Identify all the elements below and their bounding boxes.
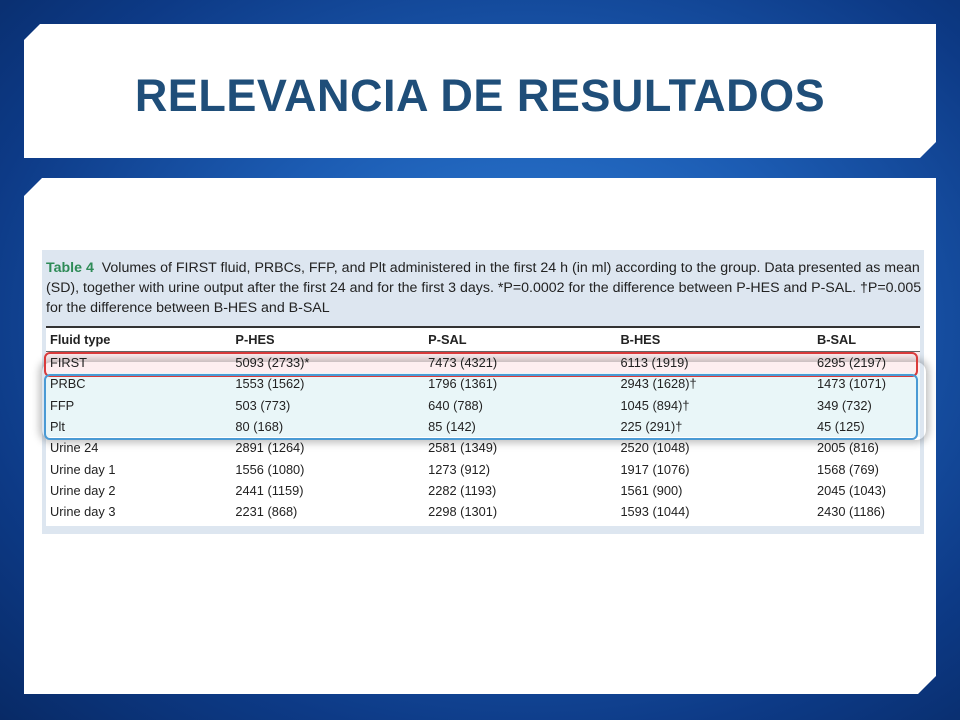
cell-p-hes: 2231 (868) <box>235 504 298 520</box>
cell-b-hes: 1593 (1044) <box>620 504 690 520</box>
cell-p-sal: 640 (788) <box>428 397 483 413</box>
cell-b-sal: 6295 (2197) <box>817 355 887 371</box>
table-row <box>46 395 920 416</box>
table-row <box>46 416 920 437</box>
cell-p-sal: 2298 (1301) <box>428 504 498 520</box>
table-caption <box>46 258 922 318</box>
cell-p-hes: 1556 (1080) <box>235 461 305 477</box>
table-row <box>46 480 920 501</box>
cell-p-hes: 2441 (1159) <box>235 482 304 498</box>
cell-p-hes: 1553 (1562) <box>235 376 305 392</box>
cell-b-hes: 2520 (1048) <box>620 440 690 456</box>
cell-b-sal: 349 (732) <box>817 397 872 413</box>
cell-b-sal: 2045 (1043) <box>817 482 887 498</box>
cell-p-hes: 503 (773) <box>235 397 291 413</box>
cell-p-hes: 2891 (1264) <box>235 440 305 456</box>
header-fluid-type: Fluid type <box>46 327 223 352</box>
cell-p-hes: 80 (168) <box>235 419 284 435</box>
cell-b-sal: 45 (125) <box>817 419 865 435</box>
header-b-hes: B-HES <box>616 327 813 352</box>
cell-b-sal: 1473 (1071) <box>817 376 887 392</box>
caption-text: Volumes of FIRST fluid, PRBCs, FFP, and Plt administered in the first 24 h (in ml) according to the group. Data presented as mean (SD), together with urine output after the first 24 and for the first 3 days. *P=0.0002 for the difference between P-HES and P-SAL. †P=0.005 for the difference between B-HES and B-SAL <box>46 260 922 316</box>
cell-fluid-type: Urine day 3 <box>50 504 116 520</box>
cell-fluid-type: Urine 24 <box>50 440 99 456</box>
cell-b-hes: 1917 (1076) <box>620 461 690 477</box>
cell-b-hes: 6113 (1919) <box>620 355 689 371</box>
table-row <box>46 501 920 522</box>
cell-b-sal: 1568 (769) <box>817 461 879 477</box>
cell-p-sal: 1796 (1361) <box>428 376 498 392</box>
caption-label: Table 4 <box>46 260 94 276</box>
cell-fluid-type: Plt <box>50 419 65 435</box>
table-row <box>46 437 920 458</box>
cell-p-sal: 7473 (4321) <box>428 355 498 371</box>
table-box <box>46 326 920 526</box>
cell-fluid-type: FIRST <box>50 355 87 371</box>
cell-p-sal: 2581 (1349) <box>428 440 498 456</box>
cell-p-sal: 1273 (912) <box>428 461 491 477</box>
cell-b-sal: 2005 (816) <box>817 440 879 456</box>
cell-p-sal: 2282 (1193) <box>428 482 497 498</box>
cell-fluid-type: Urine day 1 <box>50 461 116 477</box>
table-row <box>46 352 920 374</box>
header-b-sal: B-SAL <box>813 327 920 352</box>
fluid-table <box>46 326 920 522</box>
cell-b-hes: 2943 (1628)† <box>620 376 697 392</box>
cell-b-sal: 2430 (1186) <box>817 504 886 520</box>
table-body <box>46 352 920 523</box>
cell-fluid-type: PRBC <box>50 376 86 392</box>
table-figure <box>42 250 924 534</box>
cell-fluid-type: Urine day 2 <box>50 482 116 498</box>
table-row <box>46 373 920 394</box>
cell-b-hes: 225 (291)† <box>620 419 683 435</box>
header-p-hes: P-HES <box>223 327 424 352</box>
cell-b-hes: 1561 (900) <box>620 482 683 498</box>
table-header-row <box>46 327 920 352</box>
cell-p-sal: 85 (142) <box>428 419 476 435</box>
cell-p-hes: 5093 (2733)* <box>235 355 310 371</box>
cell-b-hes: 1045 (894)† <box>620 397 690 413</box>
slide-title: RELEVANCIA DE RESULTADOS <box>134 70 826 121</box>
cell-fluid-type: FFP <box>50 397 75 413</box>
table-row <box>46 458 920 479</box>
header-p-sal: P-SAL <box>424 327 616 352</box>
